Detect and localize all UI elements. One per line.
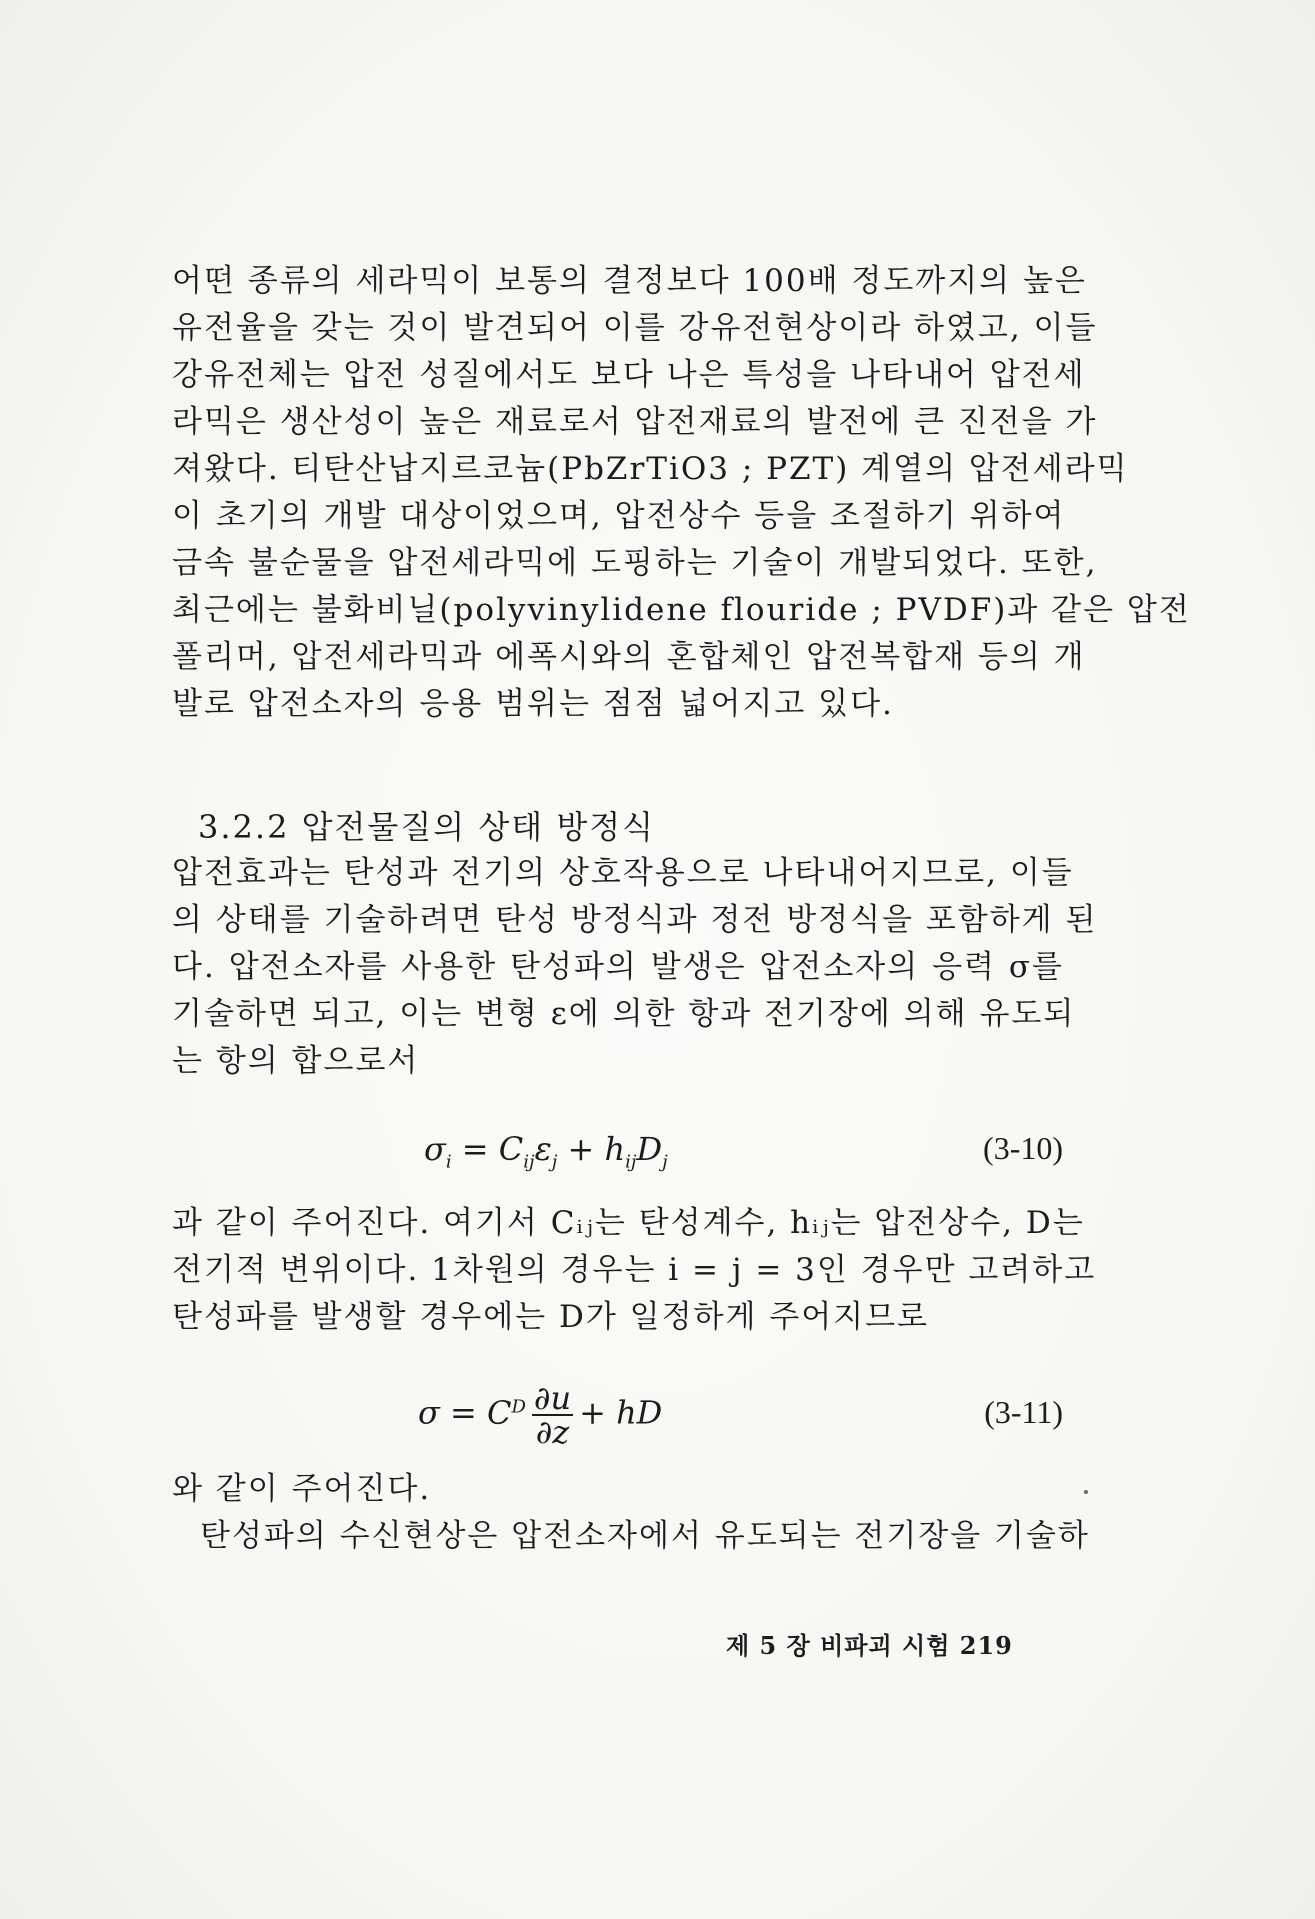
paragraph-closing xyxy=(172,1466,1090,1560)
text-line: 기술하면 되고, 이는 변형 ε에 의한 항과 전기장에 의해 유도되 xyxy=(172,996,1076,1032)
scan-speck xyxy=(1084,1490,1088,1494)
equation-number: (3-11) xyxy=(984,1394,1063,1430)
text-line: 과 같이 주어진다. 여기서 Cᵢⱼ는 탄성계수, hᵢⱼ는 압전상수, D는 xyxy=(172,1205,1085,1241)
text-line: 져왔다. 티탄산납지르코늄(PbZrTiO3 ; PZT) 계열의 압전세라믹 xyxy=(172,451,1129,487)
paragraph-intro xyxy=(172,258,1191,728)
page-footer: 제 5 장 비파괴 시험 219 xyxy=(726,1631,1013,1660)
text-line: 강유전체는 압전 성질에서도 보다 나은 특성을 나타내어 압전세 xyxy=(172,357,1086,393)
text-line: 어떤 종류의 세라믹이 보통의 결정보다 100배 정도까지의 높은 xyxy=(172,263,1087,299)
text-line: 발로 압전소자의 응용 범위는 점점 넓어지고 있다. xyxy=(172,686,894,722)
text-line: 탄성파를 발생할 경우에는 D가 일정하게 주어지므로 xyxy=(172,1299,929,1335)
text-line: 의 상태를 기술하려면 탄성 방정식과 정전 방정식을 포함하게 된 xyxy=(172,902,1098,938)
equation-3-11: $\sigma = C^D$ $\frac{\partial u}{\partial z}$ + hD xyxy=(418,1379,663,1451)
text-line: 최근에는 불화비닐(polyvinylidene flouride ; PVDF)과 같은 압전 xyxy=(172,592,1191,628)
text-line: 압전효과는 탄성과 전기의 상호작용으로 나타내어지므로, 이들 xyxy=(172,855,1074,891)
text-line: 전기적 변위이다. 1차원의 경우는 i = j = 3인 경우만 고려하고 xyxy=(172,1252,1097,1288)
paragraph-definitions xyxy=(172,1200,1097,1341)
equation-3-10: $\sigma_i = C_{ij}\varepsilon_j + h_{ij}D_j$ xyxy=(424,1130,668,1173)
text-line: 는 항의 합으로서 xyxy=(172,1043,420,1079)
text-line: 탄성파의 수신현상은 압전소자에서 유도되는 전기장을 기술하 xyxy=(200,1518,1090,1554)
text-line: 금속 불순물을 압전세라믹에 도핑하는 기술이 개발되었다. 또한, xyxy=(172,545,1098,581)
fraction: $\frac{\partial u}{\partial z}$ xyxy=(533,1379,572,1451)
text-line: 와 같이 주어진다. xyxy=(172,1471,432,1507)
section-heading: 3.2.2 압전물질의 상태 방정식 xyxy=(198,808,656,846)
paragraph-state-equation xyxy=(172,850,1098,1085)
equation-number: (3-10) xyxy=(983,1130,1063,1166)
text-line: 폴리머, 압전세라믹과 에폭시와의 혼합체인 압전복합재 등의 개 xyxy=(172,639,1086,675)
text-line: 다. 압전소자를 사용한 탄성파의 발생은 압전소자의 응력 σ를 xyxy=(172,949,1064,985)
text-line: 이 초기의 개발 대상이었으며, 압전상수 등을 조절하기 위하여 xyxy=(172,498,1066,534)
text-line: 라믹은 생산성이 높은 재료로서 압전재료의 발전에 큰 진전을 가 xyxy=(172,404,1098,440)
text-line: 유전율을 갖는 것이 발견되어 이를 강유전현상이라 하였고, 이들 xyxy=(172,310,1098,346)
